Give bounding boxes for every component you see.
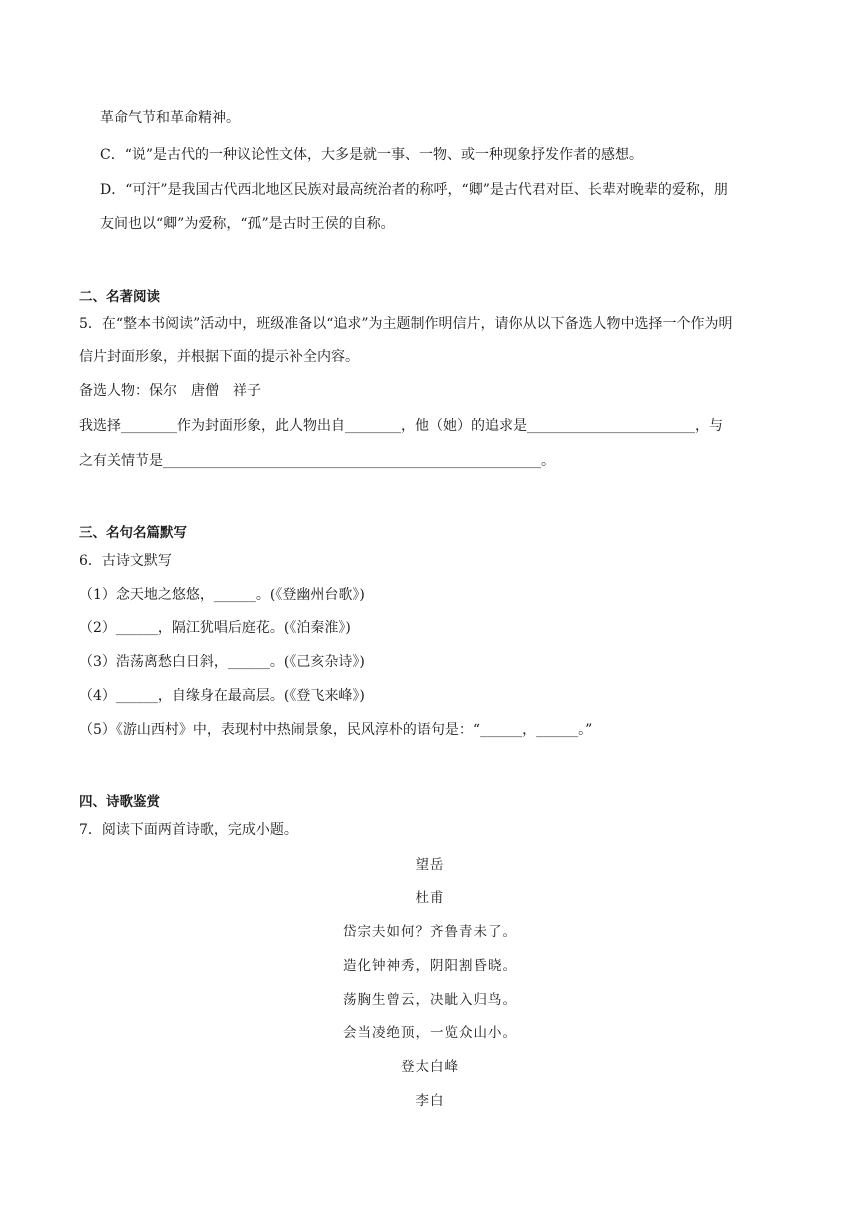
poem-1-author: 杜甫: [415, 890, 445, 906]
section-heading-reading: 二、名著阅读: [79, 289, 160, 305]
dictation-item: （1）念天地之悠悠，______。(《登幽州台歌》): [79, 587, 365, 603]
option-b-continuation: 革命气节和革命精神。: [100, 110, 240, 126]
dictation-item: （3）浩荡离愁白日斜，______。(《己亥杂诗》): [79, 654, 365, 670]
question-7: 7．阅读下面两首诗歌，完成小题。: [79, 822, 298, 838]
question-5-line2: 信片封面形象，并根据下面的提示补全内容。: [79, 349, 359, 365]
dictation-item: （2）______，隔江犹唱后庭花。(《泊秦淮》): [79, 620, 351, 636]
candidate-list: 备选人物：保尔 唐僧 祥子: [79, 383, 261, 399]
option-c: C．“说”是古代的一种议论性文体，大多是就一事、一物、或一种现象抒发作者的感想。: [100, 147, 644, 163]
section-heading-dictation: 三、名句名篇默写: [79, 525, 187, 541]
section-heading-poetry: 四、诗歌鉴赏: [79, 794, 160, 810]
poem-1-line: 会当凌绝顶，一览众山小。: [343, 1025, 517, 1041]
question-5-line1: 5．在“整本书阅读”活动中，班级准备以“追求”为主题制作明信片，请你从以下备选人物中选择一个作为明: [79, 316, 733, 332]
poem-2-author: 李白: [415, 1093, 445, 1109]
option-d-line1: D．“可汗”是我国古代西北地区民族对最高统治者的称呼，“卿”是古代君对臣、长辈对晚辈的爱称，朋: [100, 182, 728, 198]
fill-blank-line1: 我选择________作为封面形象，此人物出自________，他（她）的追求是________________________，与: [79, 418, 723, 434]
poem-1-line: 岱宗夫如何？齐鲁青未了。: [343, 924, 517, 940]
option-d-line2: 友间也以“卿”为爱称，“孤”是古时王侯的自称。: [100, 216, 395, 232]
question-6: 6．古诗文默写: [79, 553, 172, 569]
dictation-item: （5）《游山西村》中，表现村中热闹景象，民风淳朴的语句是：“______，______。”: [79, 722, 593, 738]
fill-blank-line2: 之有关情节是______________________________________________________。: [79, 453, 555, 469]
poem-1-title: 望岳: [415, 857, 445, 873]
poem-1-line: 造化钟神秀，阴阳割昏晓。: [343, 958, 517, 974]
dictation-item: （4）______，自缘身在最高层。(《登飞来峰》): [79, 688, 365, 704]
poem-1-line: 荡胸生曾云，决眦入归鸟。: [343, 992, 517, 1008]
poem-2-title: 登太白峰: [401, 1059, 459, 1075]
